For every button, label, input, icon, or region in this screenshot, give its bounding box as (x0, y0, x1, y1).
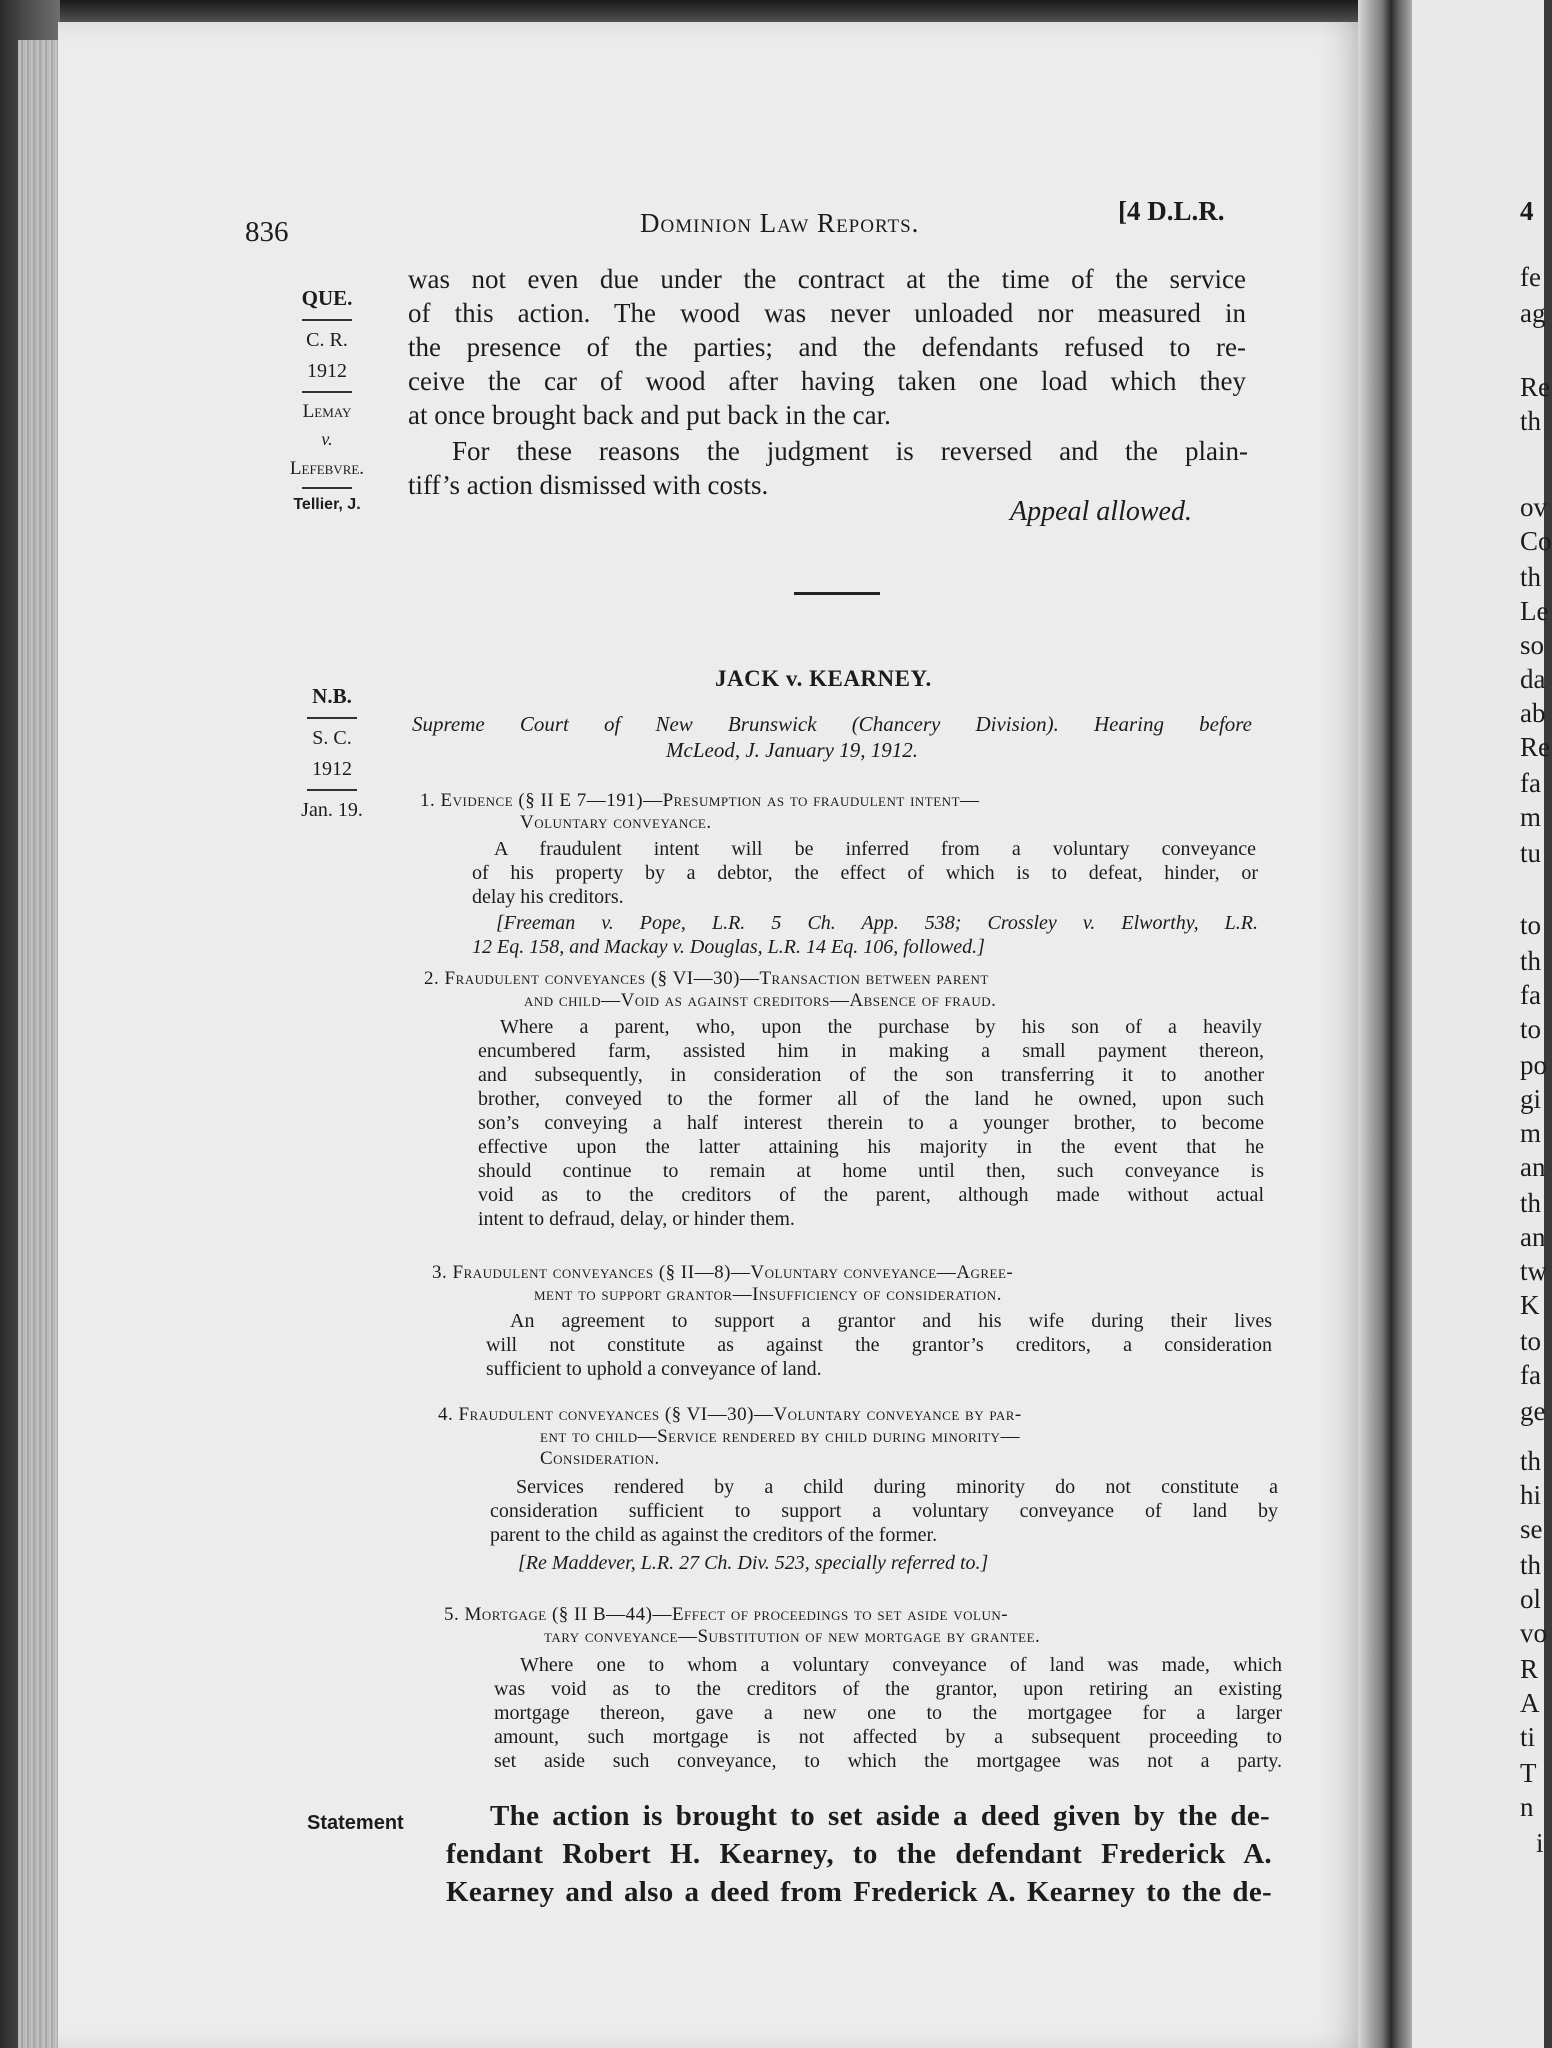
case-margin-note (282, 680, 382, 826)
facing-page-fragment: tu (1520, 838, 1542, 868)
facing-page-fragment: Co (1520, 526, 1552, 556)
facing-page-fragment: to (1520, 910, 1542, 940)
margin-judge: Tellier, J. (293, 496, 361, 514)
facing-page-fragment: m (1520, 1118, 1542, 1148)
facing-page-fragment: fe (1520, 262, 1541, 292)
facing-page-fragment: i (1536, 1828, 1544, 1858)
margin-year: 1912 (307, 359, 347, 382)
facing-page-fragment: ov (1520, 492, 1547, 522)
headnote-title: Voluntary conveyance. (520, 812, 712, 833)
facing-page-fragment: n (1520, 1792, 1534, 1822)
facing-page-fragment: to (1520, 1014, 1542, 1044)
headnote-title: tary conveyance—Substitution of new mortgage by grantee. (544, 1626, 1041, 1647)
headnote-citation: 12 Eq. 158, and Mackay v. Douglas, L.R. 14 Eq. 106, followed.] (472, 936, 985, 958)
facing-page-fragment: m (1520, 802, 1542, 832)
running-title: Dominion Law Reports. (640, 208, 920, 238)
headnote-text: consideration sufficient to support a voluntary conveyance of land by (490, 1500, 1278, 1522)
headnote-text: brother, conveyed to the former all of the land he owned, upon such (478, 1088, 1264, 1110)
case-title: JACK v. KEARNEY. (715, 666, 932, 691)
headnote-text: of his property by a debtor, the effect of which is to defeat, hinder, or (472, 862, 1258, 884)
margin-rule (307, 789, 357, 791)
volume-reference: [4 D.L.R. (1118, 196, 1225, 226)
facing-page-fragment: A (1520, 1688, 1540, 1718)
facing-page-fragment: po (1520, 1050, 1547, 1080)
facing-page-fragment: vo (1520, 1618, 1547, 1648)
facing-page-fragment: ti (1520, 1722, 1536, 1752)
facing-page-fragment: da (1520, 664, 1546, 694)
headnote-text: Services rendered by a child during minority do not constitute a (516, 1476, 1278, 1498)
headnote-citation: [Re Maddever, L.R. 27 Ch. Div. 523, specially referred to.] (518, 1552, 989, 1574)
court-line: Supreme Court of New Brunswick (Chancery Division). Hearing before (412, 712, 1252, 736)
facing-page-fragment: fa (1520, 980, 1541, 1010)
headnote-text: and subsequently, in consideration of the son transferring it to another (478, 1064, 1264, 1086)
margin-rule (302, 319, 352, 321)
headnote-text: encumbered farm, assisted him in making a small payment thereon, (478, 1040, 1264, 1062)
headnote-text: will not constitute as against the grantor’s creditors, a consideration (486, 1334, 1272, 1356)
previous-case-margin-note (272, 282, 382, 518)
text-line: of this action. The wood was never unloaded nor measured in (408, 298, 1246, 328)
court-line: McLeod, J. January 19, 1912. (666, 738, 918, 762)
facing-page-fragment: fa (1520, 768, 1541, 798)
headnote-title: 3. Fraudulent conveyances (§ II—8)—Voluntary conveyance—Agree- (432, 1262, 1014, 1283)
facing-page-fragment: th (1520, 1188, 1542, 1218)
facing-page-fragment: gi (1520, 1084, 1542, 1114)
facing-page-fragment: th (1520, 1550, 1542, 1580)
facing-page-fragment: R (1520, 1654, 1539, 1684)
headnote-text: mortgage thereon, gave a new one to the mortgagee for a larger (494, 1702, 1282, 1724)
facing-page-fragment: an (1520, 1222, 1546, 1252)
headnote-text: An agreement to support a grantor and his wife during their lives (510, 1310, 1272, 1332)
margin-rule (307, 717, 357, 719)
headnote-text: effective upon the latter attaining his majority in the event that he (478, 1136, 1264, 1158)
scan-top-edge (0, 0, 1544, 22)
headnote-text: was void as to the creditors of the grantor, upon retiring an existing (494, 1678, 1282, 1700)
margin-rule (302, 391, 352, 393)
statement-text: The action is brought to set aside a deed given by the de- (490, 1800, 1270, 1832)
headnote-title: 4. Fraudulent conveyances (§ VI—30)—Voluntary conveyance by par- (438, 1404, 1022, 1425)
headnote-title: Consideration. (540, 1448, 660, 1469)
headnote-text: set aside such conveyance, to which the mortgagee was not a party. (494, 1750, 1282, 1772)
headnote-title: 5. Mortgage (§ II B—44)—Effect of proceedings to set aside volun- (444, 1604, 1009, 1625)
facing-page-fragment: th (1520, 946, 1542, 976)
margin-court: C. R. (306, 328, 348, 351)
facing-page-fragment: ol (1520, 1584, 1542, 1614)
headnote-title: 2. Fraudulent conveyances (§ VI—30)—Transaction between parent (424, 968, 989, 989)
text-line: ceive the car of wood after having taken one load which they (408, 366, 1246, 396)
headnote-text: parent to the child as against the creditors of the former. (490, 1524, 938, 1546)
margin-versus: v. (321, 428, 333, 449)
headnote-text: son’s conveying a half interest therein to a younger brother, to become (478, 1112, 1264, 1134)
facing-page-fragment: Re (1520, 732, 1550, 762)
margin-party-1: Lemay (302, 400, 352, 422)
headnote-text: void as to the creditors of the parent, although made without actual (478, 1184, 1264, 1206)
margin-jurisdiction: QUE. (301, 286, 353, 310)
disposition: Appeal allowed. (1010, 496, 1192, 527)
text-line: was not even due under the contract at the time of the service (408, 264, 1246, 294)
margin-year: 1912 (312, 757, 352, 780)
text-line: at once brought back and put back in the car. (408, 400, 891, 430)
text-line: For these reasons the judgment is reversed and the plain- (452, 436, 1248, 466)
margin-jurisdiction: N.B. (312, 684, 352, 708)
text-line: tiff’s action dismissed with costs. (408, 470, 769, 500)
headnote-text: amount, such mortgage is not affected by a subsequent proceeding to (494, 1726, 1282, 1748)
page-number: 836 (245, 216, 289, 248)
headnote-text: should continue to remain at home until then, such conveyance is (478, 1160, 1264, 1182)
facing-page-fragment: T (1520, 1758, 1537, 1788)
facing-page-fragment: th (1520, 1446, 1542, 1476)
facing-page-fragment: ab (1520, 698, 1546, 728)
case-separator-rule (794, 592, 880, 595)
headnote-title: 1. Evidence (§ II E 7—191)—Presumption as to fraudulent intent— (420, 790, 980, 811)
facing-page-fragment: th (1520, 562, 1542, 592)
margin-rule (302, 487, 352, 489)
facing-page-fragment: K (1520, 1290, 1540, 1320)
text-line: the presence of the parties; and the defendants refused to re- (408, 332, 1246, 362)
headnote-text: delay his creditors. (472, 886, 624, 908)
statement-label: Statement (307, 1812, 404, 1834)
headnote-text: A fraudulent intent will be inferred from a voluntary conveyance (494, 838, 1256, 860)
facing-page-header: 4 (1520, 196, 1534, 226)
facing-page-fragment: fa (1520, 1360, 1541, 1390)
facing-page-fragment: hi (1520, 1480, 1542, 1510)
margin-party-2: Lefebvre. (289, 457, 365, 479)
facing-page-fragment: ge (1520, 1396, 1546, 1426)
statement-text: fendant Robert H. Kearney, to the defendant Frederick A. (446, 1838, 1272, 1870)
book-gutter (1358, 0, 1418, 2048)
facing-page-fragment: ag (1520, 298, 1546, 328)
headnote-text: intent to defraud, delay, or hinder them. (478, 1208, 795, 1230)
facing-page-fragment: Re (1520, 372, 1550, 402)
facing-page-fragment: Le (1520, 596, 1549, 626)
facing-page-fragment: th (1520, 406, 1542, 436)
headnote-text: Where a parent, who, upon the purchase by his son of a heavily (500, 1016, 1262, 1038)
facing-page-fragment: to (1520, 1326, 1542, 1356)
headnote-text: sufficient to uphold a conveyance of land. (486, 1358, 822, 1380)
facing-page-fragment: se (1520, 1514, 1543, 1544)
headnote-title: ent to child—Service rendered by child during minority— (540, 1426, 1020, 1447)
facing-page-fragment: so (1520, 630, 1545, 660)
headnote-title: and child—Void as against creditors—Absence of fraud. (524, 990, 997, 1011)
statement-text: Kearney and also a deed from Frederick A. Kearney to the de- (446, 1876, 1272, 1908)
headnote-text: Where one to whom a voluntary conveyance of land was made, which (520, 1654, 1282, 1676)
margin-date: Jan. 19. (301, 798, 363, 821)
margin-court: S. C. (312, 726, 352, 749)
headnote-citation: [Freeman v. Pope, L.R. 5 Ch. App. 538; Crossley v. Elworthy, L.R. (496, 912, 1258, 934)
facing-page-fragment: tw (1520, 1256, 1547, 1286)
facing-page-fragment: an (1520, 1152, 1546, 1182)
headnote-title: ment to support grantor—Insufficiency of consideration. (534, 1284, 1002, 1305)
